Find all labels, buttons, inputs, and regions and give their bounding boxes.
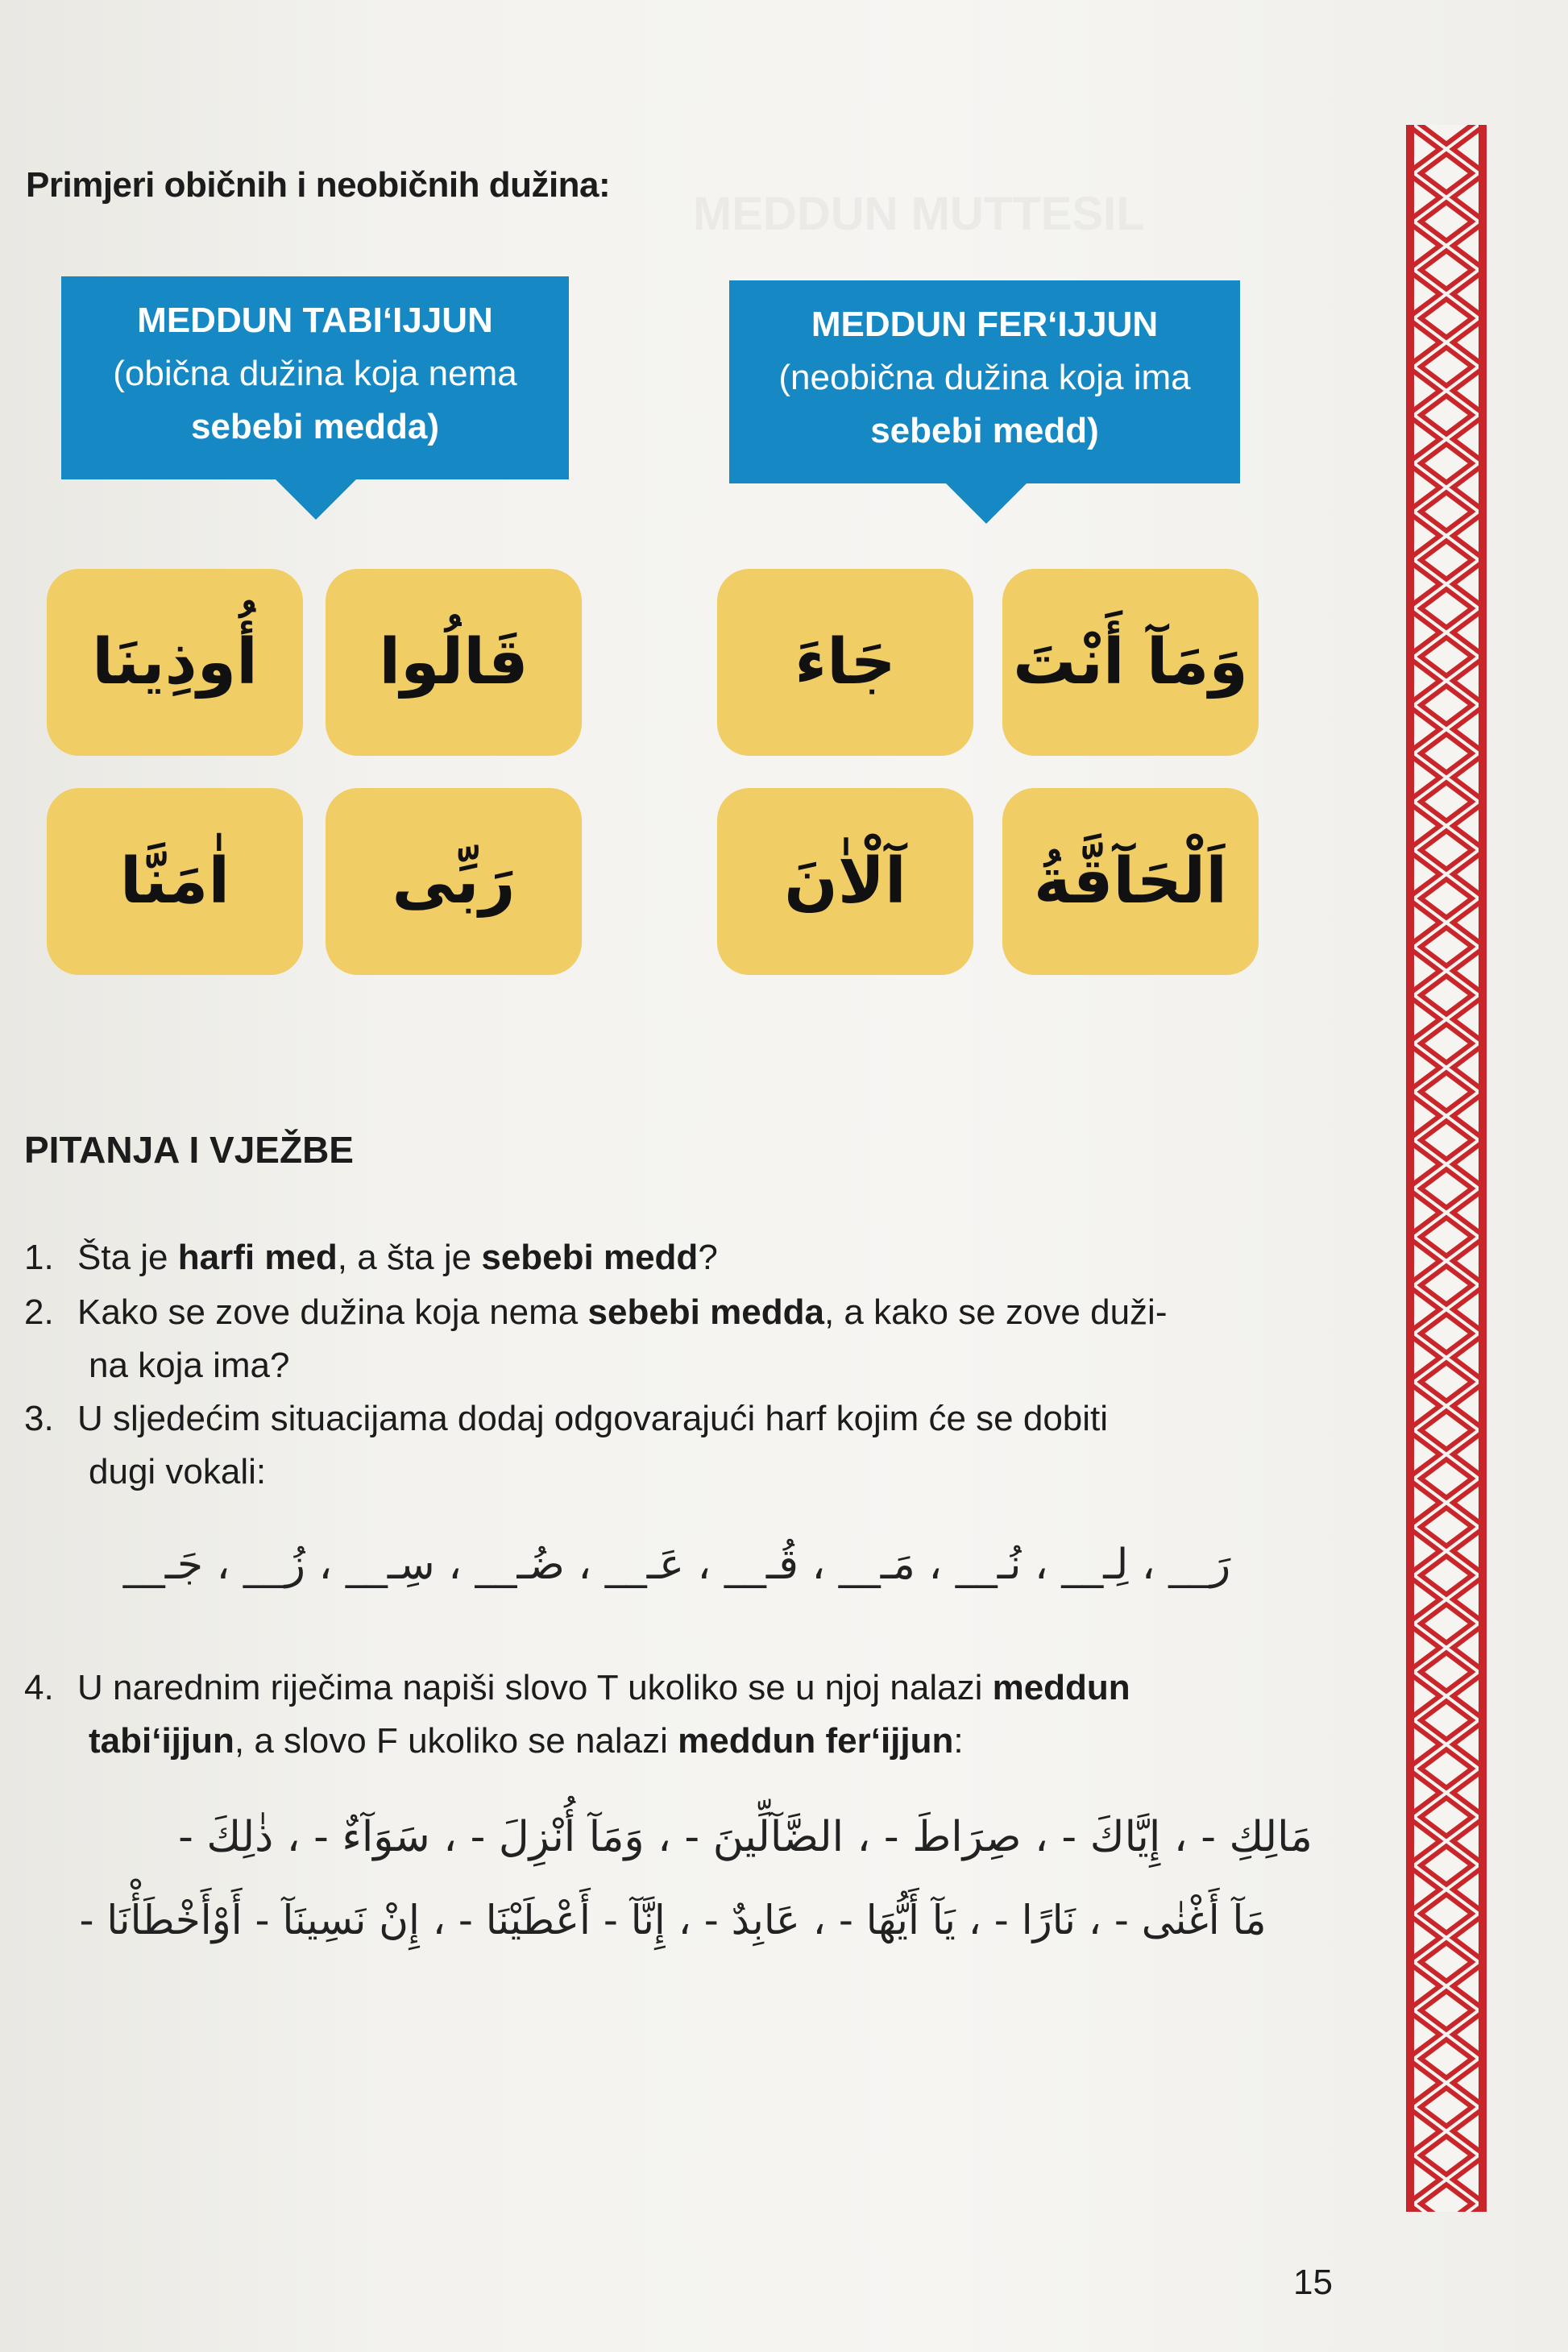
example-card: وَمَآ أَنْتَ [1002, 569, 1259, 756]
example-card: رَبِّى [326, 788, 582, 975]
page-number: 15 [1293, 2263, 1333, 2302]
box-title: MEDDUN TABI‘IJJUN [137, 301, 493, 340]
box-subtitle: (neobična dužina koja ima [778, 358, 1191, 397]
question-text: : [953, 1721, 964, 1761]
question-1 [24, 1231, 1329, 1284]
example-card: أُوذِينَا [47, 569, 303, 756]
box-title: MEDDUN FER‘IJJUN [811, 305, 1159, 344]
exercise-3-arabic: رَ__ ، لِـ__ ، نُـ__ ، مَـ__ ، قُـ__ ، عَـ__ ، ضُـ__ ، سِـ__ ، زُ__ ، جَـ__ [122, 1541, 1231, 1589]
question-term: meddun fer‘ijjun [678, 1721, 954, 1761]
example-card: قَالُوا [326, 569, 582, 756]
bleed-through-heading: MEDDUN MUTTESIL [693, 188, 1145, 240]
left-arrow-icon [276, 479, 356, 520]
question-number: 2. [24, 1292, 54, 1332]
question-2 [24, 1286, 1329, 1392]
exercise-4-arabic-line-2: مَآ أَغْنٰى - ، نَارًا - ، يَآ أَيُّهَا - ، عَابِدٌ - ، إِنَّآ - أَعْطَيْنَا - ، إِنْ نَسِينَآ - أَوْأَخْطَأْنَا - [79, 1897, 1267, 1943]
question-text: Šta je [77, 1238, 178, 1277]
example-card: جَاءَ [717, 569, 973, 756]
question-text: ? [698, 1238, 718, 1277]
question-number: 3. [24, 1399, 54, 1438]
question-term: tabi‘ijjun [89, 1721, 234, 1761]
question-text: Kako se zove dužina koja nema [77, 1292, 588, 1332]
question-number: 1. [24, 1238, 54, 1277]
example-card: آلْاٰنَ [717, 788, 973, 975]
example-card: اَلْحَآقَّةُ [1002, 788, 1259, 975]
question-text: U sljedećim situacijama dodaj odgovarajući harf kojim će se dobiti [77, 1399, 1109, 1438]
decorative-braid-border [1406, 125, 1487, 2212]
exercise-4-arabic-line-1: مَالِكِ - ، إِيَّاكَ - ، صِرَاطَ - ، الضَّآلِّينَ - ، وَمَآ أُنْزِلَ - ، سَوَآءٌ - ، ذٰلِكَ - [178, 1813, 1313, 1861]
question-text: , a kako se zove duži- [823, 1292, 1168, 1332]
question-3 [24, 1392, 1329, 1499]
meddun-tabiijjun-box [61, 276, 569, 479]
right-arrow-icon [946, 483, 1027, 524]
question-text: dugi vokali: [89, 1452, 267, 1491]
question-term: harfi med [177, 1238, 338, 1277]
question-text: na koja ima? [89, 1346, 290, 1385]
box-term: sebebi medda) [190, 407, 440, 446]
question-text: , a šta je [337, 1238, 482, 1277]
box-subtitle: (obična dužina koja nema [113, 354, 517, 393]
page-heading: Primjeri običnih i neobičnih dužina: [26, 165, 611, 205]
question-text: , a slovo F ukoliko se nalazi [234, 1721, 678, 1761]
question-term: sebebi medda [587, 1292, 824, 1332]
meddun-ferijjun-box [729, 280, 1240, 483]
box-term: sebebi medd) [870, 411, 1099, 450]
question-number: 4. [24, 1668, 54, 1707]
question-4 [24, 1661, 1329, 1768]
question-term: sebebi medd [481, 1238, 699, 1277]
example-card: اٰمَنَّا [47, 788, 303, 975]
question-text: U narednim riječima napiši slovo T ukoliko se u njoj nalazi [77, 1668, 993, 1707]
question-term: meddun [992, 1668, 1130, 1707]
section-title: PITANJA I VJEŽBE [24, 1129, 354, 1171]
